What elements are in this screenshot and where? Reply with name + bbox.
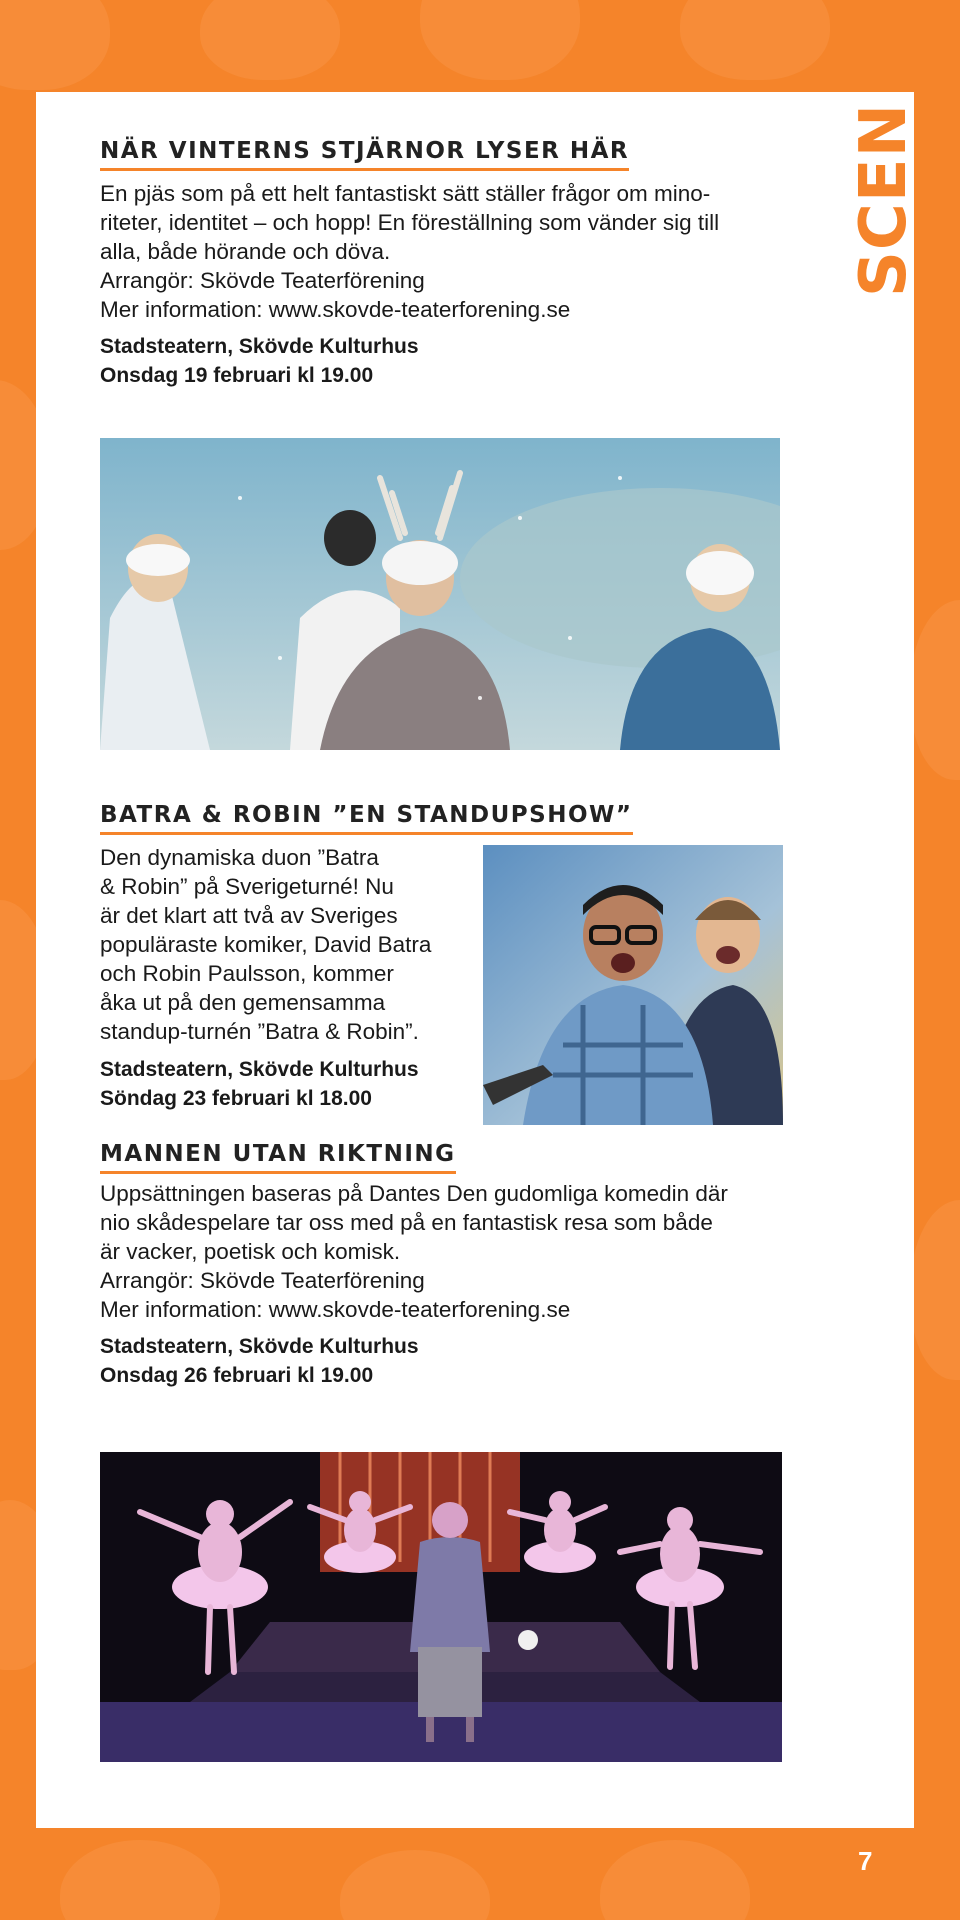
event-venue: Stadsteatern, Skövde Kulturhus [100,335,419,358]
event-date: Söndag 23 februari kl 18.00 [100,1087,372,1110]
event-title-2: BATRA & ROBIN ”EN STANDUPSHOW” [100,802,633,835]
event-schedule-1 [100,332,419,390]
info-link-line[interactable]: Mer information: www.skovde-teaterforening.se [100,1297,571,1322]
description-line: alla, både hörande och döva. [100,239,391,264]
description-line: & Robin” på Sverigeturné! Nu [100,874,394,899]
organizer-line: Arrangör: Skövde Teaterförening [100,1268,425,1293]
event-description-2 [100,843,431,1046]
organizer-line: Arrangör: Skövde Teaterförening [100,268,425,293]
event-date: Onsdag 26 februari kl 19.00 [100,1364,374,1387]
page-number: 7 [858,1846,873,1876]
event-venue: Stadsteatern, Skövde Kulturhus [100,1058,419,1081]
event-description-1 [100,179,719,324]
event-schedule-2 [100,1055,419,1113]
description-line: åka ut på den gemensamma [100,990,386,1015]
description-line: är vacker, poetisk och komisk. [100,1239,401,1264]
description-line: populäraste komiker, David Batra [100,932,432,957]
description-line: och Robin Paulsson, kommer [100,961,394,986]
description-line: standup-turnén ”Batra & Robin”. [100,1019,419,1044]
event-title-3: MANNEN UTAN RIKTNING [100,1141,456,1174]
event-title-1: NÄR VINTERNS STJÄRNOR LYSER HÄR [100,138,629,171]
description-line: riteter, identitet – och hopp! En föreställning som vänder sig till [100,210,720,235]
description-line: Uppsättningen baseras på Dantes Den gudomliga komedin där [100,1181,728,1206]
description-line: nio skådespelare tar oss med på en fantastisk resa som både [100,1210,713,1235]
section-label-tab [847,102,921,298]
info-link-line[interactable]: Mer information: www.skovde-teaterforening.se [100,297,571,322]
description-line: En pjäs som på ett helt fantastiskt sätt ställer frågor om mino- [100,181,711,206]
event-description-3 [100,1179,728,1324]
photo-stage-ballerinas [100,1452,782,1762]
photo-comedians [483,845,783,1125]
event-date: Onsdag 19 februari kl 19.00 [100,364,374,387]
section-label: SCEN [847,102,921,298]
event-schedule-3 [100,1332,419,1390]
event-venue: Stadsteatern, Skövde Kulturhus [100,1335,419,1358]
description-line: är det klart att två av Sveriges [100,903,398,928]
photo-masked-actors [100,438,780,750]
description-line: Den dynamiska duon ”Batra [100,845,379,870]
